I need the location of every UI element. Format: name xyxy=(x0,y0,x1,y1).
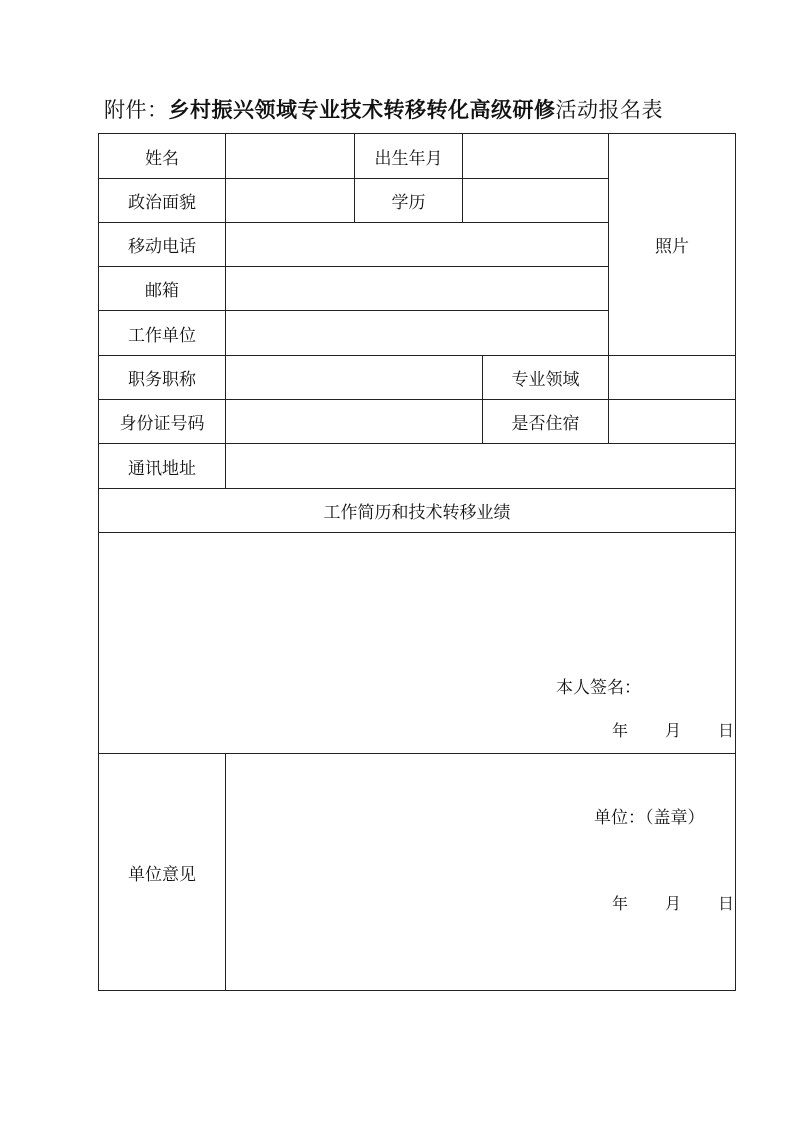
lodging-label: 是否住宿 xyxy=(482,399,608,443)
address-label: 通讯地址 xyxy=(98,443,225,488)
position-field[interactable] xyxy=(225,355,482,399)
unit-date xyxy=(612,891,734,914)
title-prefix: 附件： xyxy=(104,98,169,122)
photo-label: 照片 xyxy=(655,237,689,257)
title-bold: 乡村振兴领域专业技术转移转化高级研修 xyxy=(168,97,556,122)
lodging-field[interactable] xyxy=(608,399,736,443)
position-label: 职务职称 xyxy=(98,355,225,399)
unit-date-year: 年 xyxy=(612,894,629,913)
unit-opinion-field[interactable] xyxy=(225,753,736,991)
employer-field[interactable] xyxy=(225,310,608,355)
email-label: 邮箱 xyxy=(98,266,225,310)
resume-date xyxy=(612,718,734,741)
photo-box[interactable] xyxy=(608,133,736,355)
email-field[interactable] xyxy=(225,266,608,310)
education-label: 学历 xyxy=(354,178,462,222)
mobile-label: 移动电话 xyxy=(98,222,225,266)
specialty-field[interactable] xyxy=(608,355,736,399)
resume-date-month: 月 xyxy=(665,721,682,740)
self-signature-label: 本人签名： xyxy=(556,678,641,698)
title-suffix: 活动报名表 xyxy=(555,98,663,122)
page-title xyxy=(104,94,663,124)
resume-date-year: 年 xyxy=(612,721,629,740)
unit-opinion-label: 单位意见 xyxy=(98,753,225,991)
name-field[interactable] xyxy=(225,133,354,178)
birth-label: 出生年月 xyxy=(354,133,462,178)
name-label: 姓名 xyxy=(98,133,225,178)
unit-stamp-label: 单位：（盖章） xyxy=(594,808,705,828)
resume-date-day: 日 xyxy=(718,721,735,740)
birth-field[interactable] xyxy=(462,133,608,178)
specialty-label: 专业领域 xyxy=(482,355,608,399)
resume-header: 工作简历和技术转移业绩 xyxy=(98,488,736,532)
unit-date-day: 日 xyxy=(718,894,735,913)
unit-date-month: 月 xyxy=(665,894,682,913)
politics-label: 政治面貌 xyxy=(98,178,225,222)
employer-label: 工作单位 xyxy=(98,310,225,355)
education-field[interactable] xyxy=(462,178,608,222)
mobile-field[interactable] xyxy=(225,222,608,266)
politics-field[interactable] xyxy=(225,178,354,222)
idcard-label: 身份证号码 xyxy=(98,399,225,443)
address-field[interactable] xyxy=(225,443,736,488)
registration-form xyxy=(98,133,736,991)
idcard-field[interactable] xyxy=(225,399,482,443)
